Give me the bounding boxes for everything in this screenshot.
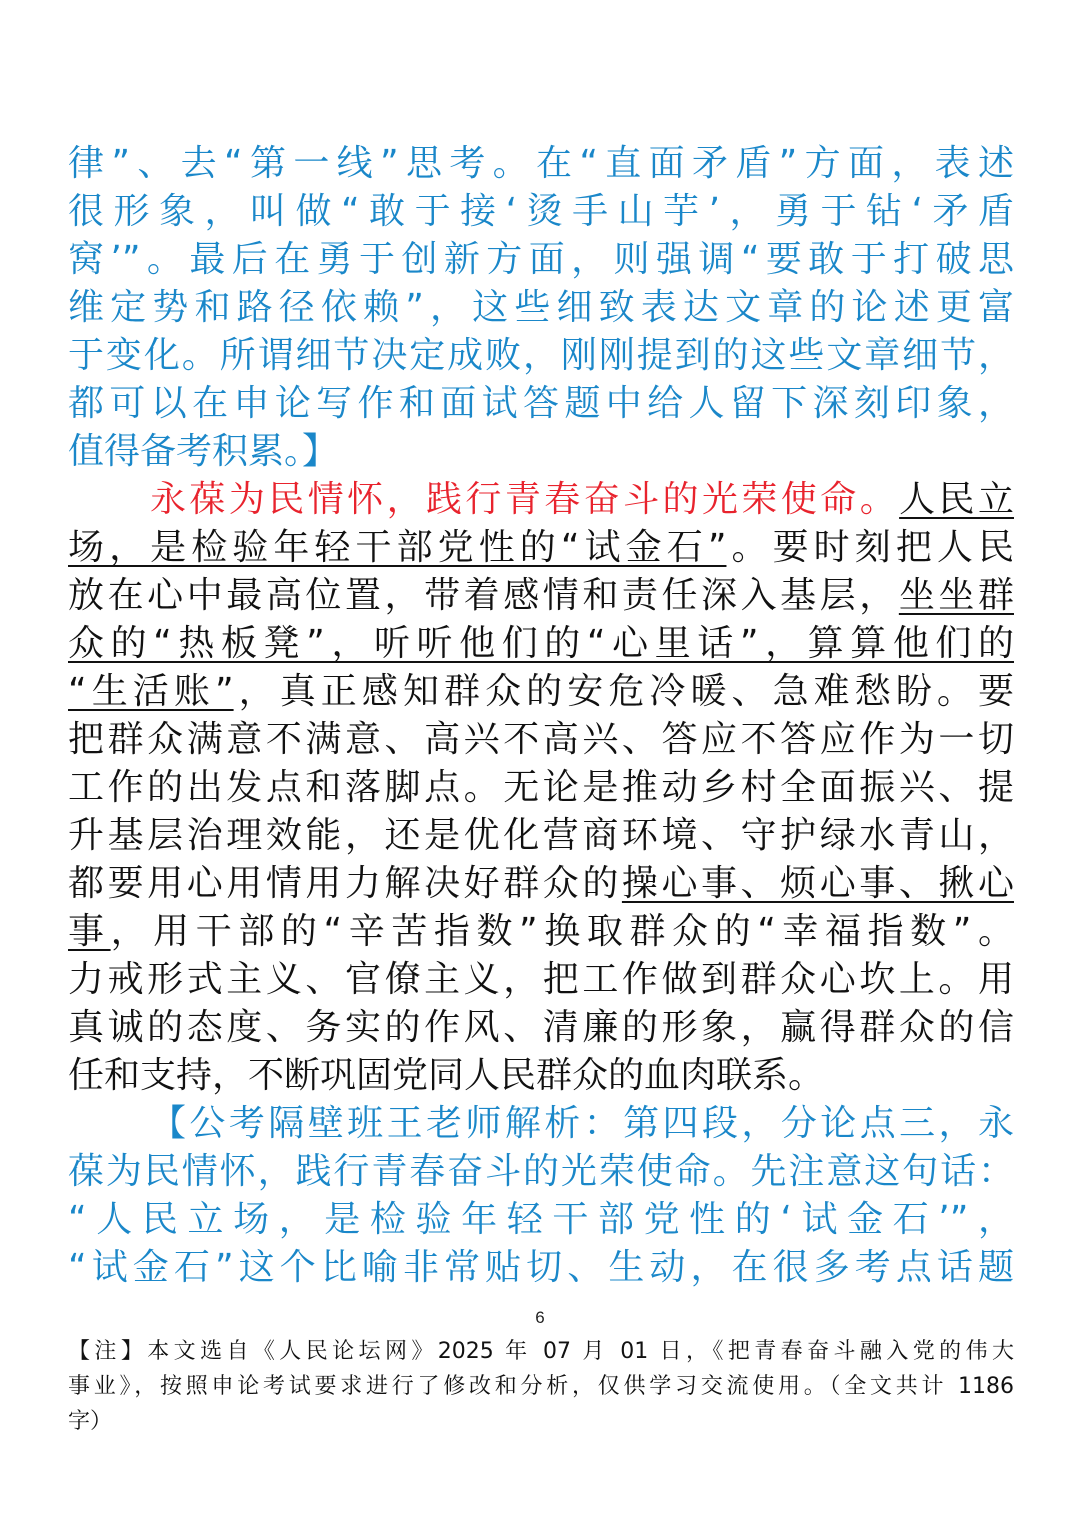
body-text: ，用干部的“辛苦指数”换取群众的“幸福指数”。 xyxy=(110,911,1014,952)
analysis-line: “试金石”这个比喻非常贴切、生动，在很多考点话题 xyxy=(68,1247,1014,1288)
body-line xyxy=(150,476,1014,524)
underlined-text: 人民立 xyxy=(899,479,1014,520)
analysis-line: “人民立场，是检验年轻干部党性的‘试金石’”， xyxy=(68,1199,1014,1240)
analysis-line: 于变化。所谓细节决定成败，刚刚提到的这些文章细节， xyxy=(68,335,1014,376)
body-line: 任和支持，不断巩固党同人民群众的血肉联系。 xyxy=(68,1055,825,1096)
body-text: ，真正感知群众的安危冷暖、急难愁盼。要 xyxy=(233,671,1014,712)
analysis-line: 都可以在申论写作和面试答题中给人留下深刻印象， xyxy=(68,383,1014,424)
body-line xyxy=(68,668,1014,716)
analysis-line: 维定势和路径依赖”，这些细致表达文章的论述更富 xyxy=(68,287,1014,328)
paragraph-heading: 永葆为民情怀，践行青春奋斗的光荣使命。 xyxy=(150,479,900,520)
footnote-line: 事业》，按照申论考试要求进行了修改和分析，仅供学习交流使用。（全文共计 1186 xyxy=(68,1374,1014,1399)
underlined-text: 场，是检验年轻干部党性的“试金石” xyxy=(68,527,727,568)
body-line xyxy=(68,908,1014,956)
analysis-line: 葆为民情怀，践行青春奋斗的光荣使命。先注意这句话： xyxy=(68,1151,1014,1192)
body-line: 把群众满意不满意、高兴不高兴、答应不答应作为一切 xyxy=(68,719,1014,760)
analysis-line: 很形象，叫做“敢于接‘烫手山芋’，勇于钻‘矛盾 xyxy=(68,191,1014,232)
body-line xyxy=(68,620,1014,668)
body-line: 真诚的态度、务实的作风、清廉的形象，赢得群众的信 xyxy=(68,1007,1014,1048)
underlined-text: 事 xyxy=(68,911,111,952)
body-line: 工作的出发点和落脚点。无论是推动乡村全面振兴、提 xyxy=(68,767,1014,808)
body-line xyxy=(68,572,1014,620)
analysis-line: 律”、去“第一线”思考。在“直面矛盾”方面，表述 xyxy=(68,143,1014,184)
underlined-text: 操心事、烦心事、揪心 xyxy=(621,863,1014,904)
body-text: 都要用心用情用力解决好群众的 xyxy=(68,863,622,904)
body-text: 。要时刻把人民 xyxy=(726,527,1014,568)
body-line xyxy=(68,860,1014,908)
footnote-line: 【注】本文选自《人民论坛网》2025 年 07 月 01 日，《把青春奋斗融入党的伟大 xyxy=(68,1339,1014,1364)
analysis-line: 值得备考积累。】 xyxy=(68,431,339,472)
body-line: 力戒形式主义、官僚主义，把工作做到群众心坎上。用 xyxy=(68,959,1014,1000)
footnote-line: 字） xyxy=(68,1409,113,1434)
underlined-text: 众的“热板凳”，听听他们的“心里话”，算算他们的 xyxy=(68,623,1014,664)
body-line xyxy=(68,524,1014,572)
underlined-text: “生活账” xyxy=(68,671,234,712)
analysis-line: 窝’”。最后在勇于创新方面，则强调“要敢于打破思 xyxy=(68,239,1014,280)
analysis-line: 【公考隔壁班王老师解析：第四段，分论点三，永 xyxy=(150,1103,1014,1144)
page-number: 6 xyxy=(535,1308,545,1327)
underlined-text: 坐坐群 xyxy=(898,575,1014,616)
body-line: 升基层治理效能，还是优化营商环境、守护绿水青山， xyxy=(68,815,1014,856)
body-text: 放在心中最高位置，带着感情和责任深入基层， xyxy=(68,575,899,616)
